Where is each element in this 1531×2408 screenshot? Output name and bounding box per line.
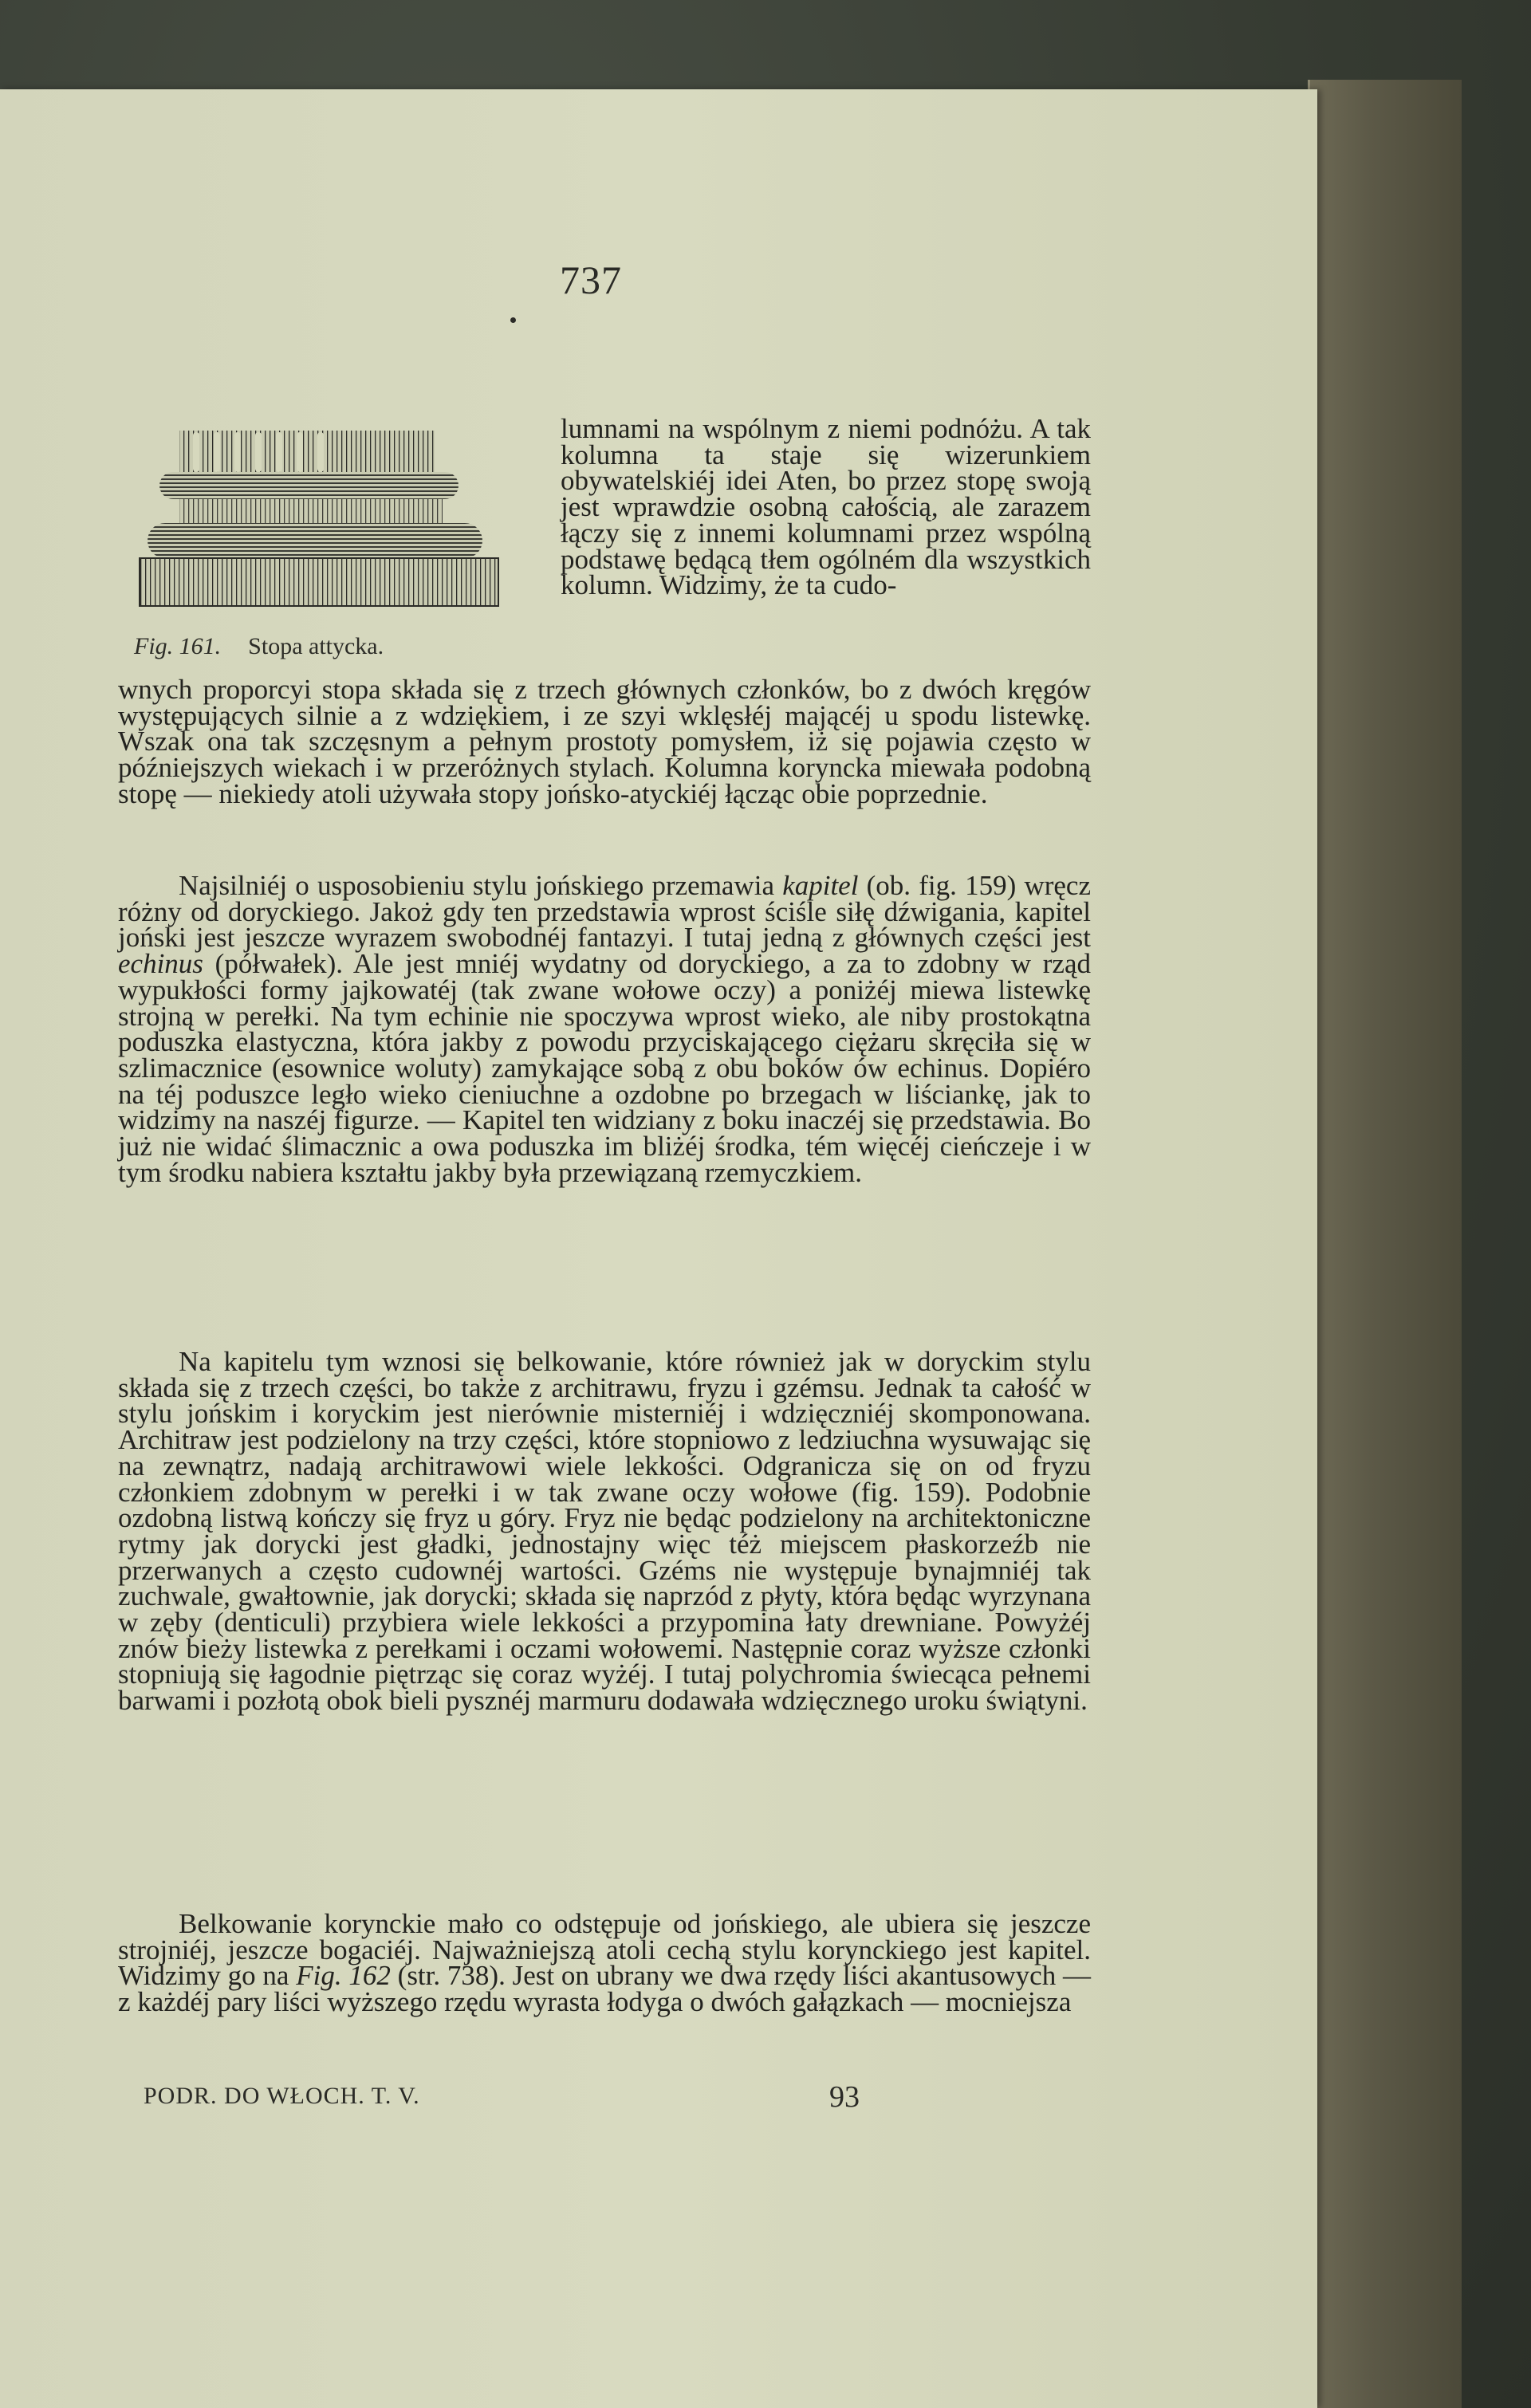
ink-speck <box>510 317 516 323</box>
figure-caption-text: Stopa attycka. <box>248 633 384 659</box>
paragraph-korynckie <box>118 1908 1091 2018</box>
paragraph-text: (półwałek). Ale jest mniéj wydatny od doryckiego, a za to zdobny w rząd wypukłości formy jajkowatéj (tak zwane wołowe oczy) a poniżéj miewa listewkę strojną w perełki. Na tym echinie nie spoczywa wprost wieko, ale niby prostokątna poduszka elastyczna, która jakby z powodu przyciskającego ciężaru skręciła się w szlimacznice (esownice woluty) zamykające sobą z obu boków ów echinus. Dopiéro na téj poduszce legło wieko cieniuchne a ozdobne po brzegach w liściankę, jak to widzimy na naszéj figurze. — Kapitel ten widziany z boku inaczéj się przedstawia. Bo już nie widać ślimacznic a owa poduszka im bliżéj środka, tém więcéj cieńczeje i w tym środku nabiera kształtu jakby była przewiązaną rzemyczkiem. <box>118 948 1091 1188</box>
paragraph-kapitel <box>118 870 1091 1188</box>
figure-label: Fig. 161. <box>134 633 222 659</box>
footer-sheet-number: 93 <box>829 2080 860 2114</box>
book-page <box>0 89 1317 2408</box>
side-column-text: lumnami na wspólnym z niemi podnóżu. A tak kolumna ta staje się wizerunkiem obywatelskiéj idei Aten, bo przez stopę swoją jest wprawdzie osobną całością, ale zarazem łączy się z innemi kolumnami przez wspólną podstawę będącą tłem ogólném dla wszystkich kolumn. Widzimy, że ta cudo- <box>561 413 1091 601</box>
paragraph-text: Belkowanie korynckie mało co odstępuje od jońskiego, ale ubiera się jeszcze strojniéj, jeszcze bogaciéj. Najważniejszą atoli cechą stylu korynckiego jest kapitel. Widzimy go na <box>118 1908 1091 1992</box>
paragraph-belkowanie: Na kapitelu tym wznosi się belkowanie, które również jak w doryckim stylu składa się z trzech części, bo także z architrawu, fryzu i gzémsu. Jednak ta całość w stylu jońskim i koryckim jest nierównie misterniéj i wdzięczniéj skomponowana. Architraw jest podzielony na trzy części, które stopniowo z ledziuchna wysuwając się na zewnątrz, nadają architrawowi wiele lekkości. Odgranicza się on od fryzu członkiem zdobnym w perełki i w tak zwane oczy wołowe (fig. 159). Podobnie ozdobną listwą kończy się fryz u góry. Fryz nie będąc podzielony na architektoniczne rytmy jak dorycki jest gładki, jednostajny więc téż miejscem płaskorzeźb nie przerwanych a często cudownéj wartości. Gzéms nie występuje bynajmniéj tak zuchwale, gwałtownie, jak dorycki; składa się naprzód z płyty, która będąc wyrzynana w zęby (denticuli) przybiera wiele lekkości a przypomina łaty drewniane. Powyżéj znów bieży listewka z perełkami i oczami wołowemi. Następnie coraz wyższe członki stopniują się łagodnie piętrząc się coraz wyżéj. I tutaj polychromia świecąca pełnemi barwami i pozłotą obok bieli pysznéj marmuru dodawała wdzięcznego uroku świątyni. <box>118 1346 1091 1717</box>
paragraph-text: Najsilniéj o usposobieniu stylu jońskiego przemawia <box>179 870 783 901</box>
figure-reference: Fig. 162 <box>296 1960 391 1992</box>
continuation-paragraph: wnych proporcyi stopa składa się z trzech głównych członków, bo z dwóch kręgów występujących silnie a z wdziękiem, i ze szyi wklęsłéj mającéj u spodu listewkę. Wszak ona tak szczęsnym a pełnym prostoty pomysłem, iż się pojawia często w późniejszych wiekach i w przeróżnych stylach. Kolumna koryncka miewała podobną stopę — niekiedy atoli używała stopy jońsko-atyckiéj łącząc obie poprzednie. <box>118 674 1091 809</box>
paragraph-text: (ob. fig. 159) wręcz różny od doryckiego. Jakoż gdy ten przedstawia wprost ściśle siłę dźwigania, kapitel joński jest jeszcze wyrazem swobodnéj fantazyi. I tutaj jedną z głównych części jest <box>118 870 1091 954</box>
figure-caption <box>134 633 501 660</box>
paragraph-text: (str. 738). Jest on ubrany we dwa rzędy liści akantusowych — z każdéj pary liści wyższego rzędu wyrasta łodyga o dwóch gałązkach — mocniejsza <box>118 1960 1091 2018</box>
attic-base-illustration <box>136 423 502 638</box>
emphasis-echinus: echinus <box>118 948 203 980</box>
book-board-edge <box>1308 80 1462 2408</box>
footer-signature: PODR. DO WŁOCH. T. V. <box>144 2083 420 2109</box>
emphasis-kapitel: kapitel <box>782 870 859 901</box>
page-number: 737 <box>560 258 622 302</box>
